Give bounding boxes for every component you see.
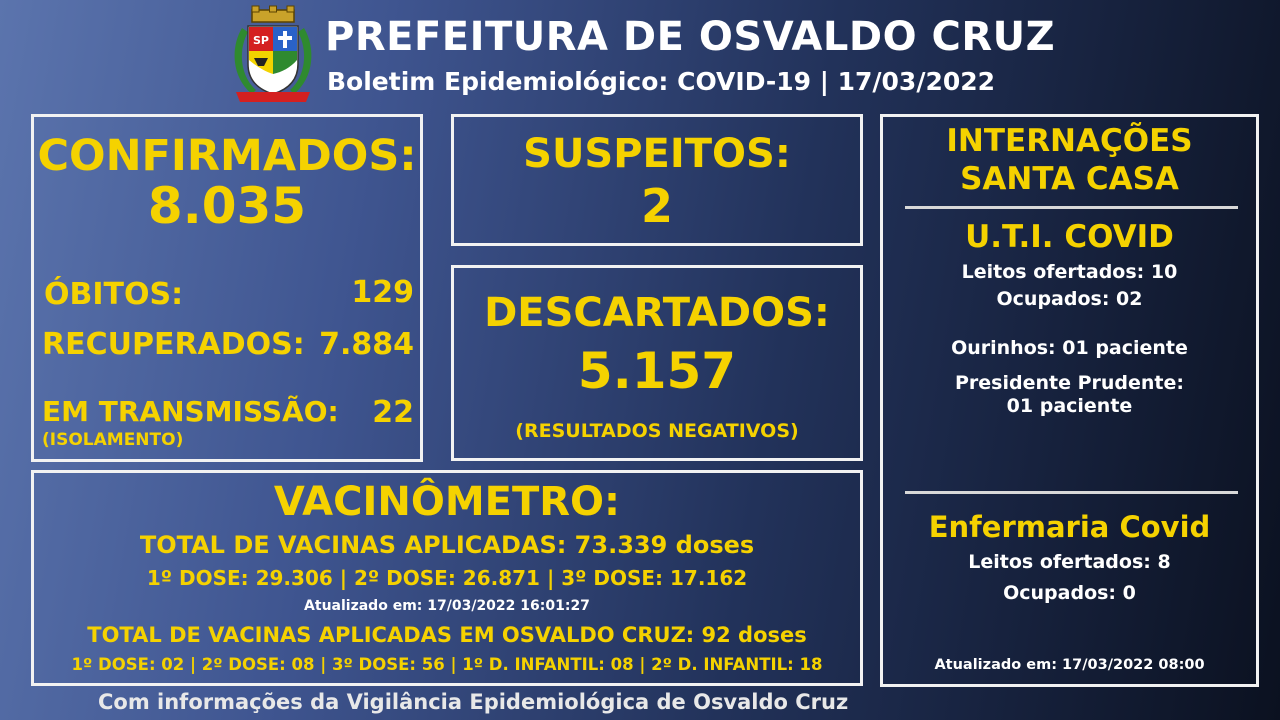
uti-title: U.T.I. COVID — [965, 219, 1174, 255]
transmissao-label: EM TRANSMISSÃO: — [42, 395, 339, 428]
ourinhos-pacientes: Ourinhos: 01 paciente — [951, 337, 1188, 359]
internacoes-updated: Atualizado em: 17/03/2022 08:00 — [934, 657, 1205, 673]
descartados-note: (RESULTADOS NEGATIVOS) — [515, 420, 799, 442]
vacinas-local-doses: 1º DOSE: 02 | 2º DOSE: 08 | 3º DOSE: 56 | 1º D. INFANTIL: 08 | 2º D. INFANTIL: 18 — [71, 655, 823, 674]
vacinometro-title: VACINÔMETRO: — [273, 479, 621, 525]
transmissao-value: 22 — [372, 395, 414, 430]
page-subtitle: Boletim Epidemiológico: COVID-19 | 17/03/2022 — [327, 67, 996, 96]
internacoes-panel — [880, 114, 1259, 687]
divider — [905, 491, 1238, 494]
municipal-crest-icon — [228, 4, 318, 108]
transmissao-note: (ISOLAMENTO) — [42, 430, 184, 450]
footer-source: Com informações da Vigilância Epidemiológica de Osvaldo Cruz — [98, 690, 849, 714]
vacinas-updated: Atualizado em: 17/03/2022 16:01:27 — [304, 598, 590, 614]
vacinas-total: TOTAL DE VACINAS APLICADAS: 73.339 doses — [139, 531, 755, 559]
enfermaria-title: Enfermaria Covid — [928, 510, 1211, 544]
confirmados-label: CONFIRMADOS: — [37, 131, 417, 181]
vacinas-local-total: TOTAL DE VACINAS APLICADAS EM OSVALDO CRUZ: 92 doses — [87, 623, 807, 647]
confirmados-panel — [31, 114, 423, 462]
divider — [905, 206, 1238, 209]
prudente-pacientes: 01 paciente — [1006, 395, 1133, 417]
vacinometro-panel — [31, 470, 863, 686]
enfermaria-leitos: Leitos ofertados: 8 — [968, 551, 1171, 573]
page-title: PREFEITURA DE OSVALDO CRUZ — [325, 14, 1056, 60]
descartados-panel — [451, 265, 863, 461]
enfermaria-ocupados: Ocupados: 0 — [1003, 582, 1136, 604]
suspeitos-value: 2 — [640, 179, 673, 233]
recuperados-label: RECUPERADOS: — [42, 327, 305, 362]
obitos-label: ÓBITOS: — [44, 277, 184, 312]
descartados-value: 5.157 — [577, 342, 737, 400]
obitos-value: 129 — [351, 275, 414, 310]
internacoes-title-line1: INTERNAÇÕES — [946, 123, 1193, 159]
svg-text:SP: SP — [253, 34, 269, 47]
uti-leitos: Leitos ofertados: 10 — [961, 261, 1178, 283]
vacinas-doses: 1º DOSE: 29.306 | 2º DOSE: 26.871 | 3º DOSE: 17.162 — [146, 566, 748, 590]
prudente-label: Presidente Prudente: — [954, 372, 1184, 394]
descartados-label: DESCARTADOS: — [484, 290, 830, 336]
uti-ocupados: Ocupados: 02 — [996, 288, 1143, 310]
internacoes-title-line2: SANTA CASA — [960, 161, 1179, 197]
recuperados-value: 7.884 — [319, 327, 414, 362]
confirmados-value: 8.035 — [147, 177, 307, 235]
suspeitos-panel — [451, 114, 863, 246]
suspeitos-label: SUSPEITOS: — [523, 131, 791, 177]
